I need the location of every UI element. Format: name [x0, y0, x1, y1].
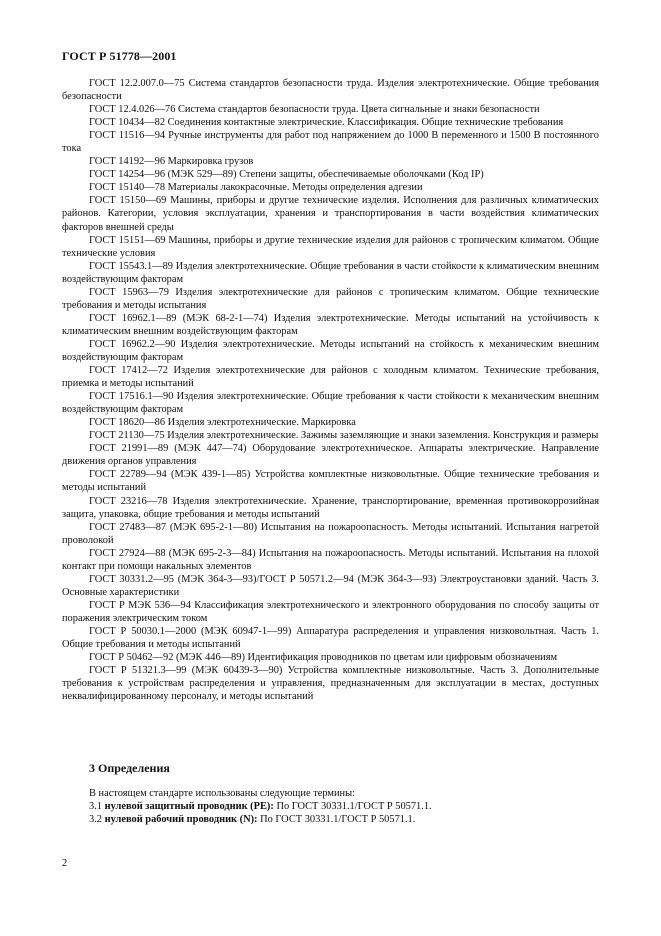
reference-item: ГОСТ 12.4.026—76 Система стандартов безопасности труда. Цвета сигнальные и знаки безопасности: [89, 104, 540, 116]
definition-term: нулевой защитный проводник (РЕ):: [104, 801, 274, 813]
reference-item: ГОСТ 23216—78 Изделия электротехнические. Хранение, транспортирование, временная противокоррозийная защита, упаковка, общие требования и методы испытаний: [62, 495, 599, 520]
reference-item: ГОСТ 17412—72 Изделия электротехнические для районов с холодным климатом. Технические требования, приемка и методы испытаний: [62, 365, 599, 390]
reference-item: ГОСТ Р 51321.3—99 (МЭК 60439-3—90) Устройства комплектные низковольтные. Часть 3. Дополнительные требования к устройствам распределения и управления, предназначенным для эксплуатации в местах, доступных неквалифицированному персоналу, и методы испытаний: [62, 665, 599, 703]
reference-item: ГОСТ 27924—88 (МЭК 695-2-3—84) Испытания на пожароопасность. Методы испытаний. Испытания на плохой контакт при помощи накальных элементов: [62, 547, 599, 572]
definition-reference: По ГОСТ 30331.1/ГОСТ Р 50571.1.: [260, 814, 416, 826]
reference-item: ГОСТ 17516.1—90 Изделия электротехнические. Общие требования к части стойкости к механическим внешним воздействующим факторам: [62, 391, 599, 416]
reference-item: ГОСТ 18620—86 Изделия электротехнические. Маркировка: [89, 417, 356, 429]
definition-number: 3.1: [89, 801, 102, 813]
definitions-intro: В настоящем стандарте использованы следующие термины:: [89, 788, 355, 799]
definition-item: [62, 813, 599, 826]
reference-item: ГОСТ 16962.1—89 (МЭК 68-2-1—74) Изделия электротехнические. Методы испытаний на устойчивость к климатическим внешним воздействующим факторам: [62, 312, 599, 337]
reference-item: ГОСТ 30331.2—95 (МЭК 364-3—93)/ГОСТ Р 50571.2—94 (МЭК 364-3—93) Электроустановки зданий. Часть 3. Основные характеристики: [62, 573, 599, 598]
section-title: 3 Определения: [89, 761, 170, 775]
reference-item: ГОСТ 11516—94 Ручные инструменты для работ под напряжением до 1000 В переменного и 1500 В постоянного тока: [62, 130, 599, 155]
reference-item: ГОСТ Р МЭК 536—94 Классификация электротехнического и электронного оборудования по способу защиты от поражения электрическим током: [62, 599, 599, 624]
reference-item: ГОСТ 15151—69 Машины, приборы и другие технические изделия для районов с тропическим климатом. Общие технические условия: [62, 234, 599, 259]
reference-item: ГОСТ 16962.2—90 Изделия электротехнические. Методы испытаний на стойкость к механическим внешним воздействующим факторам: [62, 338, 599, 363]
reference-item: ГОСТ 21130—75 Изделия электротехнические. Зажимы заземляющие и знаки заземления. Конструкция и размеры: [89, 430, 599, 442]
reference-item: ГОСТ 15140—78 Материалы лакокрасочные. Методы определения адгезии: [89, 182, 423, 194]
reference-item: ГОСТ 12.2.007.0—75 Система стандартов безопасности труда. Изделия электротехнические. Общие требования безопасности: [62, 78, 599, 103]
definitions-block: [62, 787, 599, 826]
reference-item: ГОСТ 14192—96 Маркировка грузов: [89, 156, 254, 168]
reference-item: ГОСТ 15150—69 Машины, приборы и другие технические изделия. Исполнения для различных климатических районов. Категории, условия эксплуатации, хранения и транспортирования в части воздействия климатических факторов внешней среды: [62, 195, 599, 233]
reference-item: ГОСТ 27483—87 (МЭК 695-2-1—80) Испытания на пожароопасность. Методы испытаний. Испытания нагретой проволокой: [62, 521, 599, 546]
definition-item: [62, 800, 599, 813]
reference-item: ГОСТ 15543.1—89 Изделия электротехнические. Общие требования в части стойкости к климатическим внешним воздействующим факторам: [62, 260, 599, 285]
normative-references-list: [62, 77, 599, 703]
reference-item: ГОСТ Р 50030.1—2000 (МЭК 60947-1—99) Аппаратура распределения и управления низковольтная. Часть 1. Общие требования и методы испытаний: [62, 625, 599, 651]
reference-item: ГОСТ 22789—94 (МЭК 439-1—85) Устройства комплектные низковольтные. Общие технические требования и методы испытаний: [62, 469, 599, 494]
document-header: ГОСТ Р 51778—2001: [62, 49, 177, 63]
reference-item: ГОСТ 21991—89 (МЭК 447—74) Оборудование электротехническое. Аппараты электрические. Направление движения органов управления: [62, 443, 599, 468]
definition-number: 3.2: [89, 814, 102, 826]
reference-item: ГОСТ 15963—79 Изделия электротехнические для районов с тропическим климатом. Общие технические требования и методы испытания: [62, 286, 599, 311]
definition-reference: По ГОСТ 30331.1/ГОСТ Р 50571.1.: [276, 801, 432, 813]
definition-term: нулевой рабочий проводник (N):: [104, 814, 258, 826]
reference-item: ГОСТ 14254—96 (МЭК 529—89) Степени защиты, обеспечиваемые оболочками (Код IP): [89, 169, 484, 181]
reference-item: ГОСТ 10434—82 Соединения контактные электрические. Классификация. Общие технические требования: [89, 117, 564, 129]
page-number: 2: [62, 858, 68, 869]
reference-item: ГОСТ Р 50462—92 (МЭК 446—89) Идентификация проводников по цветам или цифровым обозначениям: [89, 652, 558, 664]
